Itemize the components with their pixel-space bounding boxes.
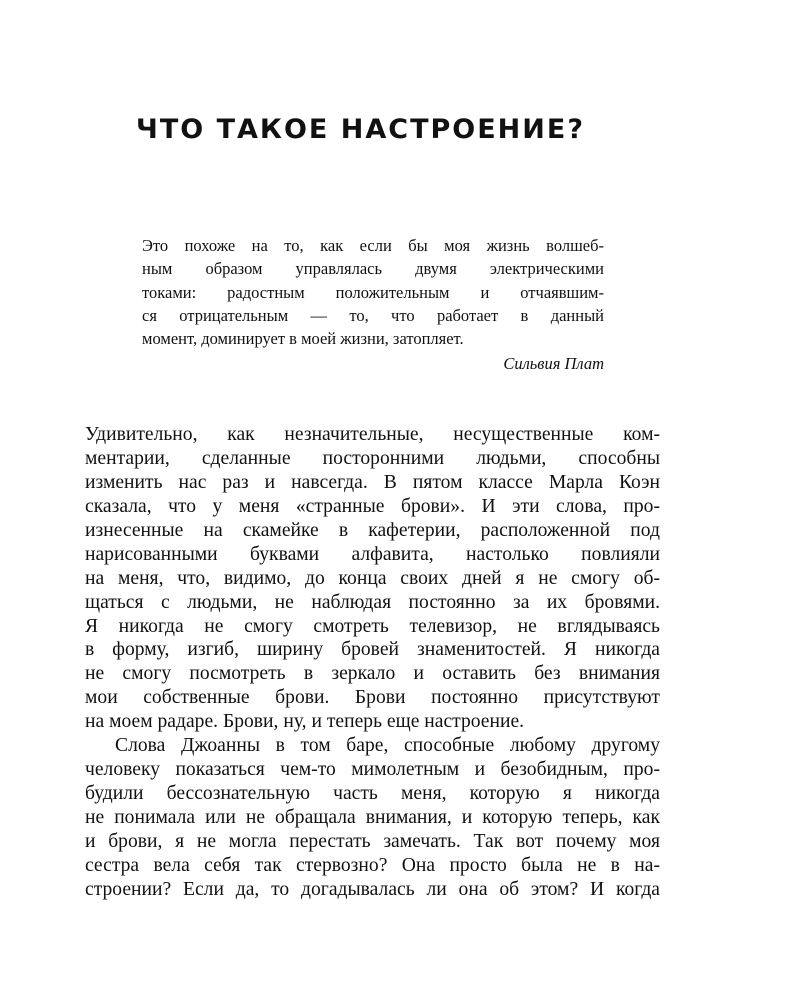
body-line: не понимала или не обращала внимания, и которую теперь, как [85,807,660,828]
body-line: Удивительно, как незначительные, несущественные ком- [85,424,660,445]
body-line: Слова Джоанны в том баре, способные любому другому [115,735,660,757]
body-line: щаться с людьми, не наблюдая постоянно за их бровями. [85,591,660,613]
epigraph-line: момент, доминирует в моей жизни, затопляет. [142,329,464,349]
body-line: сказала, что у меня «странные брови». И эти слова, про- [85,495,660,517]
body-line: на меня, что, видимо, до конца своих дней я не смогу об- [85,567,660,589]
epigraph [142,234,604,374]
epigraph-line: токами: радостным положительным и отчаявшим- [142,282,604,302]
epigraph-line: ся отрицательным — то, что работает в данный [142,305,604,325]
body-line: строении? Если да, то догадывалась ли она об этом? И когда [85,878,660,900]
epigraph-line: Это похоже на то, как если бы моя жизнь волшеб- [142,236,604,255]
body-line: будили бессознательную часть меня, которую я никогда [85,783,660,805]
body-text [85,423,660,902]
body-line: ментарии, сделанные посторонними людьми, способны [85,447,660,469]
chapter-title: ЧТО ТАКОЕ НАСТРОЕНИЕ? [136,114,585,145]
body-line: Я никогда не смогу смотреть телевизор, не вглядываясь [85,615,660,637]
body-line: изменить нас раз и навсегда. В пятом классе Марла Коэн [85,471,660,493]
body-line: не смогу посмотреть в зеркало и оставить без внимания [85,663,660,685]
body-line: изнесенные на скамейке в кафетерии, расположенной под [85,519,660,541]
body-line: и брови, я не могла перестать замечать. Так вот почему моя [85,830,660,852]
body-line: на моем радаре. Брови, ну, и теперь еще настроение. [85,711,525,733]
body-line: сестра вела себя так стервозно? Она просто была не в на- [85,854,660,876]
epigraph-line: ным образом управлялась двумя электрическими [142,259,604,279]
body-line: в форму, изгиб, ширину бровей знаменитостей. Я никогда [85,639,660,661]
epigraph-author: Сильвия Плат [503,354,604,374]
body-line: нарисованными буквами алфавита, настолько повлияли [85,543,660,565]
body-line: мои собственные брови. Брови постоянно присутствуют [85,687,660,709]
body-line: человеку показаться чем-то мимолетным и безобидным, про- [85,759,660,781]
